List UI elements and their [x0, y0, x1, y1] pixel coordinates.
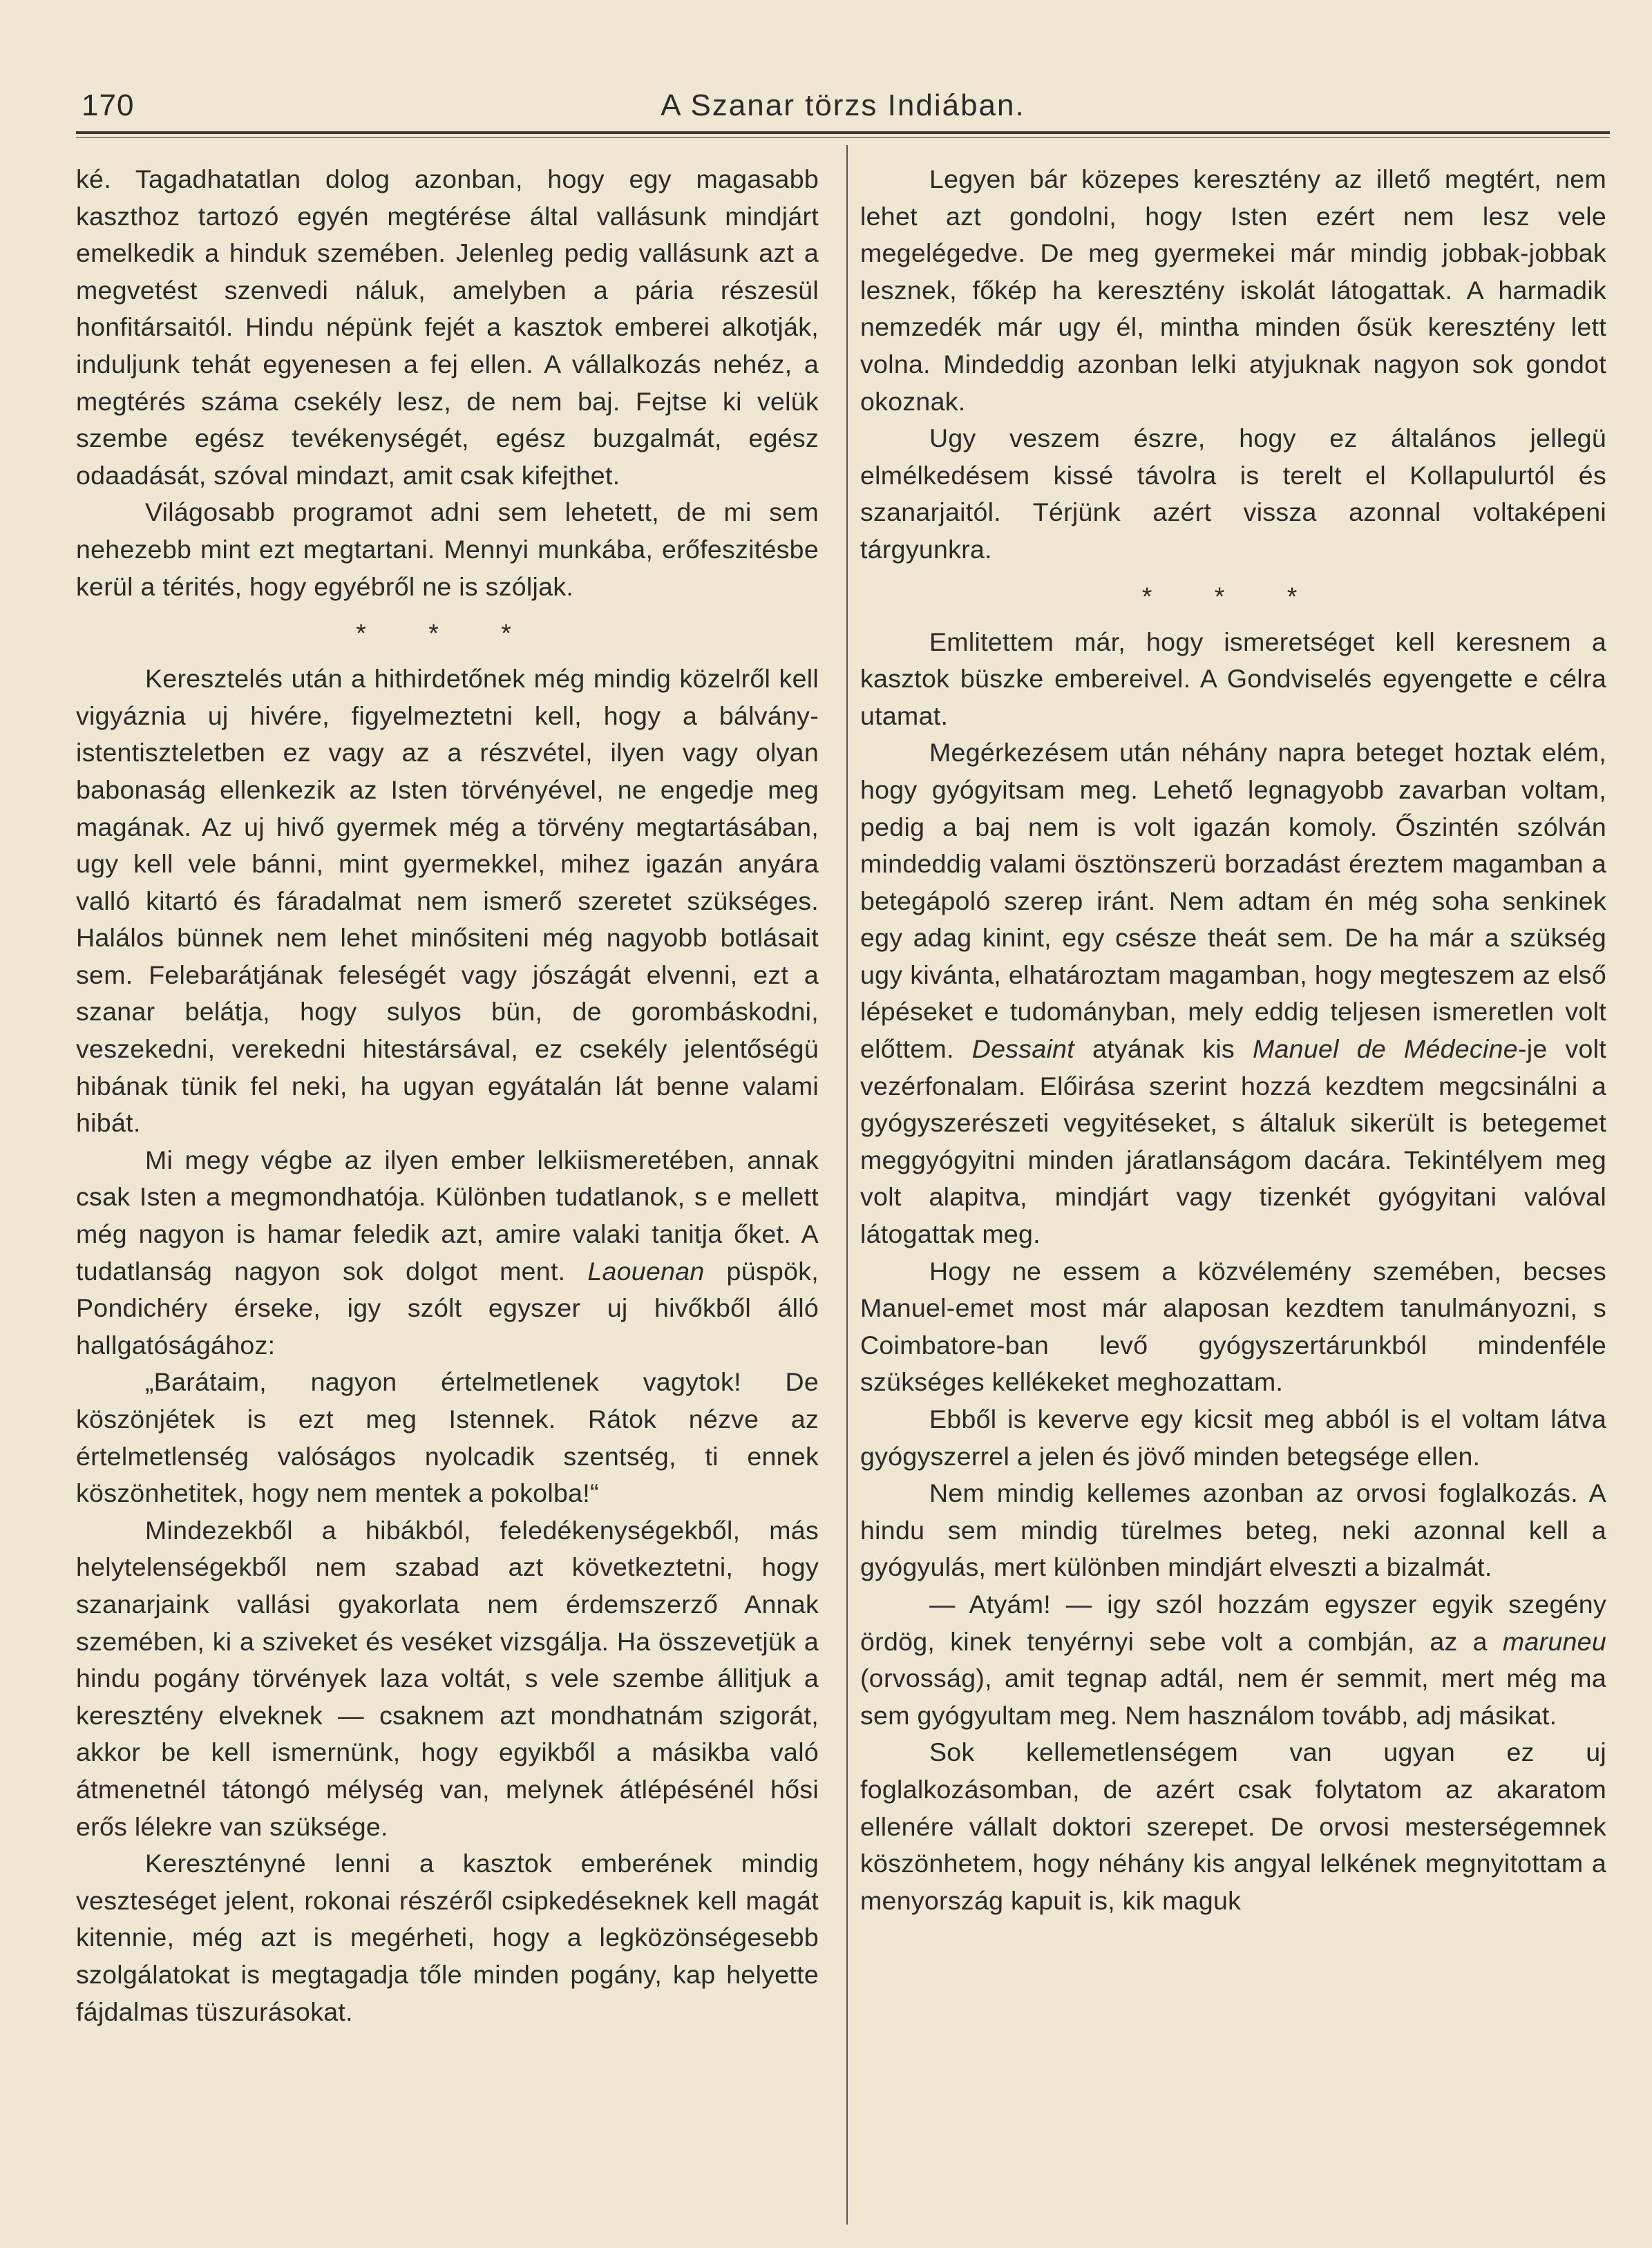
running-title: A Szanar törzs Indiában.: [661, 88, 1025, 122]
column-divider: [846, 145, 848, 2225]
text-run: atyának kis: [1074, 1034, 1253, 1064]
paragraph: Hogy ne essem a közvélemény szemében, becses Manuel-emet most már alaposan kezdtem tanulmányozni, s Coimbatore-ban levő gyógyszertárunkból mindenféle szükséges kellékeket meghozattam.: [860, 1256, 1606, 1397]
text-run: -je volt vezérfonalam. Előirása szerint hozzá kezdtem megcsinálni a gyógyszerészeti vegyitéseket, s általuk sikerült is betegemet meggyógyitni minden járatlanságom dacára. Tekintélyem meg volt alapitva, mindjárt vagy tizenkét gyógyitani valóval látogattak meg.: [860, 1034, 1606, 1249]
paragraph: Legyen bár közepes keresztény az illető megtért, nem lehet azt gondolni, hogy Isten ezért nem lesz vele megelégedve. De meg gyermekei már mindig jobbak-jobbak lesznek, főkép ha keresztény iskolát látogattak. A harmadik nemzedék már ugy él, mintha minden ősük keresztény lett volna. Mindeddig azonban lelki atyjuknak nagyon sok gondot okoznak.: [860, 164, 1606, 416]
paragraph: Világosabb programot adni sem lehetett, de mi sem nehezebb mint ezt megtartani. Mennyi munkába, erőfeszitésbe kerül a térités, hogy egyébről ne is szóljak.: [76, 497, 819, 601]
proper-name: Dessaint: [971, 1034, 1075, 1064]
paragraph: Keresztelés után a hithirdetőnek még mindig közelről kell vigyáznia uj hivére, figyelmeztetni kell, hogy a bálvány-istentiszteletben ez vagy az a részvétel, ilyen vagy olyan babonaság ellenkezik az Isten törvényével, ne engedje meg magának. Az uj hivő gyermek még a törvény megtartásában, ugy kell vele bánni, mint gyermekkel, mihez igazán anyára valló kitartó és fáradalmat nem ismerő szeretet szükséges. Halálos bünnek nem lehet minősiteni még nagyobb botlásait sem. Felebarátjának feleségét vagy jószágát elvenni, ezt a szanar belátja, hogy sulyos bün, de gorombáskodni, veszekedni, verekedni hitestársával, ez csekély jelentőségü hibának tünik fel neki, ha ugyan egyátalán lát benne valami hibát.: [76, 664, 819, 1138]
paragraph: Emlitettem már, hogy ismeretséget kell keresnem a kasztok büszke embereivel. A Gondviselés egyengette e célra utamat.: [860, 627, 1606, 730]
section-break: * * *: [1141, 581, 1325, 611]
book-title: Manuel de Médecine: [1252, 1034, 1518, 1064]
paragraph: Keresztényné lenni a kasztok emberének mindig veszteséget jelent, rokonai részéről csipkedéseknek kell magát kitennie, még azt is megérheti, hogy a legközönségesebb szolgálatokat is megtagadja tőle minden pogány, kap helyette fájdalmas tüszurásokat.: [76, 1849, 819, 2026]
left-column: [76, 161, 819, 2030]
header-rule-thin: [76, 137, 1610, 138]
text-run: püspök, Pondichéry érseke, igy szólt egyszer uj hivőkből álló hallgatóságához:: [76, 1256, 819, 1360]
paragraph: [860, 1586, 1606, 1734]
paragraph: Mindezekből a hibákból, feledékenységekből, más helytelenségekből nem szabad azt következtetni, hogy szanarjaink vallási gyakorlata nem érdemszerző Annak szemében, ki a sziveket és veséket vizsgálja. Ha összevetjük a hindu pogány törvények laza voltát, s vele szembe állitjuk a keresztény elveknek — csaknem azt mondhatnám szigorát, akkor be kell ismernünk, hogy egyikből a másikba való átmenetnél tátongó mélység van, melynek átlépésénél hősi erős lélekre van szüksége.: [76, 1515, 819, 1841]
header-rule: [76, 131, 1610, 134]
text-run: (orvosság), amit tegnap adtál, nem ér semmit, mert még ma sem gyógyultam meg. Nem használom tovább, adj másikat.: [860, 1664, 1606, 1730]
page-number: 170: [82, 88, 135, 122]
page-header: [76, 88, 1610, 133]
paragraph: [76, 1142, 819, 1364]
paragraph: „Barátaim, nagyon értelmetlenek vagytok! De köszönjétek is ezt meg Istennek. Rátok nézve az értelmetlenség valóságos nyolcadik szentség, ti ennek köszönhetitek, hogy nem mentek a pokolba!“: [76, 1367, 819, 1508]
proper-name: Laouenan: [587, 1256, 705, 1286]
right-column: [860, 161, 1606, 1919]
paragraph: ké. Tagadhatatlan dolog azonban, hogy egy magasabb kaszthoz tartozó egyén megtérése által vallásunk mindjárt emelkedik a hinduk szemében. Jelenleg pedig vallásunk azt a megvetést szenvedi náluk, amelyben a pária részesül honfitársaitól. Hindu népünk fejét a kasztok emberei alkotják, induljunk tehát egyenesen a fej ellen. A vállalkozás nehéz, a megtérés száma csekély lesz, de nem baj. Fejtse ki velük szembe egész tevékenységét, egész buzgalmát, egész odaadását, szóval mindazt, amit csak kifejthet.: [76, 164, 819, 490]
foreign-word: maruneu: [1502, 1626, 1606, 1656]
paragraph: Nem mindig kellemes azonban az orvosi foglalkozás. A hindu sem mindig türelmes beteg, neki azonnal kell a gyógyulás, mert különben mindjárt elveszti a bizalmát.: [860, 1478, 1606, 1582]
text-run: Mi megy végbe az ilyen ember lelkiismeretében, annak csak Isten a megmondhatója. Különben tudatlanok, s e mellett még nagyon is hamar feledik azt, amire valaki tanitja őket. A tudatlanság nagyon sok dolgot ment.: [76, 1145, 819, 1286]
paragraph: Ugy veszem észre, hogy ez általános jellegü elmélkedésem kissé távolra is terelt el Kollapulurtól és szanarjaitól. Térjünk azért vissza azonnal voltaképeni tárgyunkra.: [860, 423, 1606, 564]
text-run: Megérkezésem után néhány napra beteget hoztak elém, hogy gyógyitsam meg. Lehető legnagyobb zavarban voltam, pedig a baj nem is volt igazán komoly. Őszintén szólván mindeddig valami ösztönszerü borzadást éreztem magamban a betegápoló szerep iránt. Nem adtam én még soha senkinek egy adag kinint, egy csésze theát sem. De ha már a szükség ugy kivánta, elhatároztam magamban, hogy megteszem az első lépéseket e tudományban, mely eddig teljesen ismeretlen volt előttem.: [860, 738, 1606, 1064]
paragraph: [860, 734, 1606, 1252]
text-run: — Atyám! — igy szól hozzám egyszer egyik szegény ördög, kinek tenyérnyi sebe volt a combján, az a: [860, 1589, 1606, 1656]
paragraph: Sok kellemetlenségem van ugyan ez uj foglalkozásomban, de azért csak folytatom az akaratom ellenére vállalt doktori szerepet. De orvosi mesterségemnek köszönhetem, hogy néhány kis angyal lelkének megnyitottam a menyország kapuit is, kik maguk: [860, 1737, 1606, 1915]
section-break: * * *: [356, 618, 539, 648]
paragraph: Ebből is keverve egy kicsit meg abból is el voltam látva gyógyszerrel a jelen és jövő minden betegsége ellen.: [860, 1404, 1606, 1471]
